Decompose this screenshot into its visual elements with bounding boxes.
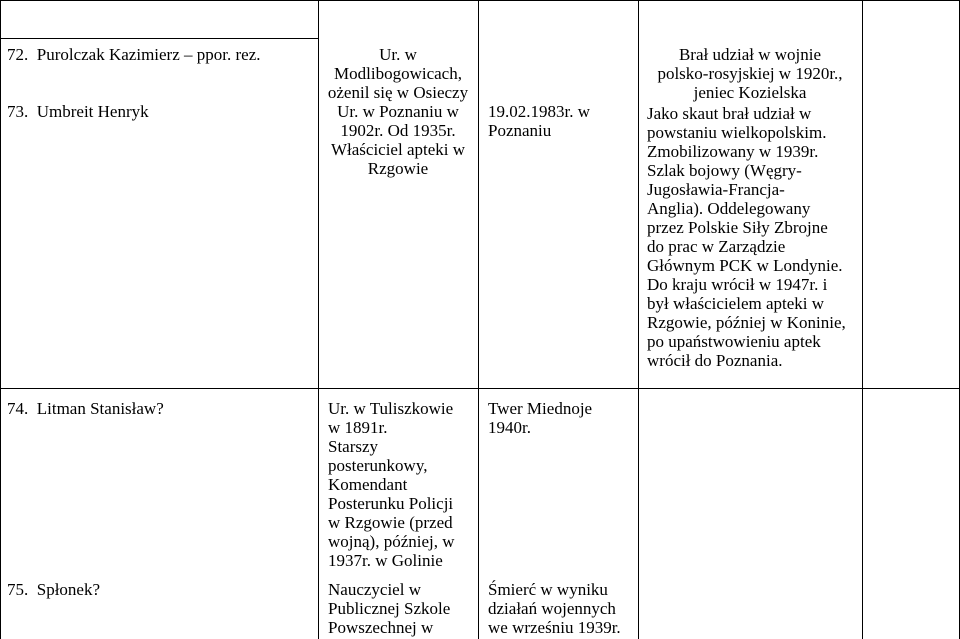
birth-72-line-2: Modlibogowicach, [334,64,462,83]
notes-73-line-15: Rzgowie, później w Koninie, [647,313,846,332]
death-75-line-1: Śmierć w wyniku [488,580,608,599]
notes-73-line-13: Do kraju wrócił w 1947r. i [647,275,828,294]
notes-73-line-11: do prac w Zarządzie [647,237,786,256]
birth-74-line-2: w 1891r. [328,418,388,437]
notes-73-line-2: polsko-rosyjskiej w 1920r., [657,64,843,83]
birth-73-line-3: Właściciel apteki w [330,140,466,159]
column-divider-4 [862,0,863,639]
birth-74-line-9: 1937r. w Golinie [328,551,443,570]
entry-72: 72. Purolczak Kazimierz – ppor. rez. [7,45,261,64]
notes-73-line-17: wrócił do Poznania. [647,351,783,370]
notes-73-line-4: Jako skaut brał udział w [647,104,812,123]
death-75-line-2: działań wojennych [488,599,616,618]
birth-74-line-4: posterunkowy, [328,456,428,475]
notes-73-line-12: Głównym PCK w Londynie. [647,256,843,275]
notes-73-line-7: Szlak bojowy (Węgry- [647,161,802,180]
birth-73-line-4: Rzgowie [367,159,429,178]
birth-73-line-1: Ur. w Poznaniu w [337,102,459,121]
notes-73-line-10: przez Polskie Siły Zbrojne [647,218,828,237]
birth-75-line-2: Publicznej Szkole [328,599,451,618]
notes-73-line-6: Zmobilizowany w 1939r. [647,142,819,161]
notes-73-line-1: Brał udział w wojnie [678,45,822,64]
death-74-line-1: Twer Miednoje [488,399,593,418]
death-73-line-1: 19.02.1983r. w [488,102,590,121]
row-divider-1 [0,38,318,39]
notes-73-line-14: był właścicielem apteki w [647,294,825,313]
table-left-border [0,0,1,639]
entry-74: 74. Litman Stanisław? [7,399,164,418]
birth-72-line-3: ożenil się w Osieczy [327,83,469,102]
column-divider-1 [318,0,319,639]
notes-73-line-16: po upaństwowieniu aptek [647,332,821,351]
birth-74-line-1: Ur. w Tuliszkowie [328,399,454,418]
notes-73-line-5: powstaniu wielkopolskim. [647,123,827,142]
death-75-line-3: we wrześniu 1939r. [488,618,621,637]
birth-75-line-3: Powszechnej w [328,618,434,637]
birth-74-line-3: Starszy [328,437,379,456]
birth-74-line-7: w Rzgowie (przed [328,513,453,532]
notes-73-line-8: Jugosławia-Francja- [647,180,785,199]
notes-73-line-3: jeniec Kozielska [693,83,807,102]
column-divider-2 [478,0,479,639]
column-divider-3 [638,0,639,639]
notes-73-line-9: Anglia). Oddelegowany [647,199,811,218]
entry-75: 75. Spłonek? [7,580,101,599]
birth-74-line-5: Komendant [328,475,408,494]
birth-73-line-2: 1902r. Od 1935r. [340,121,456,140]
death-74-line-2: 1940r. [488,418,531,437]
entry-73: 73. Umbreit Henryk [7,102,149,121]
row-divider-top [0,0,960,1]
row-divider-2 [0,388,960,389]
birth-74-line-6: Posterunku Policji [328,494,454,513]
birth-75-line-1: Nauczyciel w [328,580,421,599]
birth-74-line-8: wojną), później, w [328,532,455,551]
death-73-line-2: Poznaniu [488,121,552,140]
birth-72-line-1: Ur. w [379,45,417,64]
